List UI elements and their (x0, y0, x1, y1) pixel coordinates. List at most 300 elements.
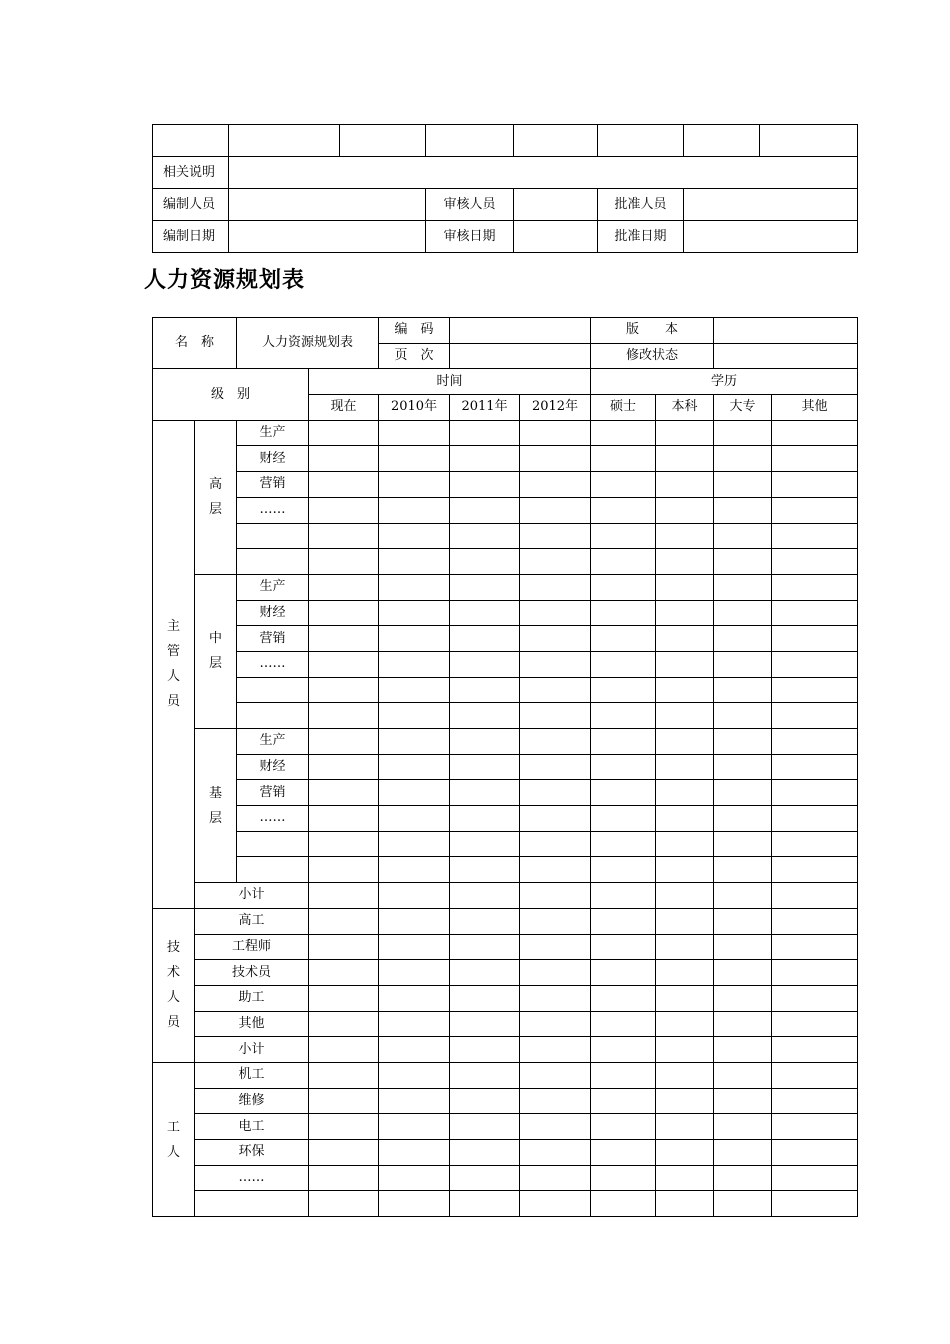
data-cell[interactable] (772, 806, 858, 832)
data-cell[interactable] (591, 934, 656, 960)
approved-by-field[interactable] (684, 189, 858, 221)
data-cell[interactable] (450, 549, 520, 575)
data-cell[interactable] (772, 1165, 858, 1191)
data-cell[interactable] (714, 985, 772, 1011)
revision-field[interactable] (714, 343, 858, 369)
data-cell[interactable] (520, 497, 591, 523)
table-row (153, 960, 858, 986)
data-cell[interactable] (656, 1165, 714, 1191)
data-cell[interactable] (714, 600, 772, 626)
data-cell[interactable] (591, 857, 656, 883)
data-cell[interactable] (450, 1191, 520, 1217)
data-cell[interactable] (520, 472, 591, 498)
data-cell[interactable] (309, 1191, 379, 1217)
data-cell[interactable] (520, 806, 591, 832)
data-cell[interactable] (450, 780, 520, 806)
data-cell[interactable] (450, 1088, 520, 1114)
data-cell[interactable] (450, 985, 520, 1011)
data-cell[interactable] (379, 497, 450, 523)
data-cell[interactable] (520, 883, 591, 909)
data-cell[interactable] (714, 1140, 772, 1166)
data-cell[interactable] (591, 1011, 656, 1037)
data-cell[interactable] (714, 1191, 772, 1217)
data-cell[interactable] (714, 780, 772, 806)
category-label (237, 523, 309, 549)
data-cell[interactable] (714, 806, 772, 832)
data-cell[interactable] (379, 549, 450, 575)
data-cell[interactable] (309, 1011, 379, 1037)
data-cell[interactable] (656, 883, 714, 909)
data-cell[interactable] (772, 497, 858, 523)
data-cell[interactable] (379, 1140, 450, 1166)
data-cell[interactable] (379, 523, 450, 549)
data-cell[interactable] (450, 908, 520, 934)
data-cell[interactable] (379, 1114, 450, 1140)
reviewed-by-field[interactable] (514, 189, 598, 221)
data-cell[interactable] (379, 729, 450, 755)
data-cell[interactable] (379, 703, 450, 729)
data-cell[interactable] (772, 754, 858, 780)
data-cell[interactable] (714, 574, 772, 600)
data-cell[interactable] (379, 1037, 450, 1063)
data-cell[interactable] (450, 1114, 520, 1140)
data-cell[interactable] (520, 934, 591, 960)
table-row (153, 651, 858, 677)
data-cell[interactable] (520, 600, 591, 626)
data-cell[interactable] (772, 651, 858, 677)
data-cell[interactable] (656, 523, 714, 549)
reviewed-date-field[interactable] (514, 221, 598, 253)
data-cell[interactable] (379, 831, 450, 857)
data-cell[interactable] (520, 908, 591, 934)
data-cell[interactable] (309, 549, 379, 575)
data-cell[interactable] (656, 677, 714, 703)
technical-group-label-char: 人 (166, 990, 180, 1006)
level-label-1-char: 层 (209, 656, 223, 672)
data-cell[interactable] (772, 600, 858, 626)
data-cell[interactable] (772, 857, 858, 883)
data-cell[interactable] (772, 729, 858, 755)
data-cell[interactable] (520, 574, 591, 600)
data-cell[interactable] (714, 1114, 772, 1140)
data-cell[interactable] (772, 883, 858, 909)
data-cell[interactable] (379, 626, 450, 652)
data-cell[interactable] (520, 549, 591, 575)
data-cell[interactable] (379, 985, 450, 1011)
data-cell[interactable] (714, 420, 772, 446)
data-cell[interactable] (772, 574, 858, 600)
data-cell[interactable] (450, 1011, 520, 1037)
data-cell[interactable] (450, 806, 520, 832)
worker-item-label: …… (195, 1165, 309, 1191)
data-cell[interactable] (772, 626, 858, 652)
data-cell[interactable] (379, 420, 450, 446)
time-col-1: 2010年 (379, 395, 450, 421)
data-cell[interactable] (379, 960, 450, 986)
data-cell[interactable] (656, 651, 714, 677)
data-cell[interactable] (772, 780, 858, 806)
data-cell[interactable] (309, 908, 379, 934)
data-cell[interactable] (656, 446, 714, 472)
data-cell[interactable] (520, 780, 591, 806)
data-cell[interactable] (591, 1191, 656, 1217)
table-row (153, 574, 858, 600)
data-cell[interactable] (656, 1088, 714, 1114)
data-cell[interactable] (714, 472, 772, 498)
data-cell[interactable] (520, 831, 591, 857)
data-cell[interactable] (520, 523, 591, 549)
data-cell[interactable] (520, 626, 591, 652)
data-cell[interactable] (520, 729, 591, 755)
data-cell[interactable] (591, 549, 656, 575)
data-cell[interactable] (591, 1037, 656, 1063)
data-cell[interactable] (379, 883, 450, 909)
data-cell[interactable] (656, 1191, 714, 1217)
prepared-date-field[interactable] (229, 221, 426, 253)
worker-item-label: 电工 (195, 1114, 309, 1140)
data-cell[interactable] (450, 1165, 520, 1191)
category-label: 生产 (237, 729, 309, 755)
data-cell[interactable] (309, 1088, 379, 1114)
data-cell[interactable] (309, 985, 379, 1011)
data-cell[interactable] (450, 626, 520, 652)
data-cell[interactable] (520, 446, 591, 472)
technical-group-label-char: 员 (166, 1015, 180, 1031)
data-cell[interactable] (591, 960, 656, 986)
data-cell[interactable] (309, 780, 379, 806)
data-cell[interactable] (591, 754, 656, 780)
data-cell[interactable] (591, 651, 656, 677)
table-row (153, 1011, 858, 1037)
data-cell[interactable] (520, 677, 591, 703)
data-cell[interactable] (309, 1165, 379, 1191)
data-cell[interactable] (309, 446, 379, 472)
data-cell[interactable] (591, 729, 656, 755)
data-cell[interactable] (450, 1062, 520, 1088)
data-cell[interactable] (772, 934, 858, 960)
data-cell[interactable] (656, 1140, 714, 1166)
data-cell[interactable] (772, 677, 858, 703)
data-cell[interactable] (656, 831, 714, 857)
data-cell[interactable] (656, 549, 714, 575)
table-row (153, 420, 858, 446)
data-cell[interactable] (309, 600, 379, 626)
page-title: 人力资源规划表 (144, 268, 306, 293)
data-cell[interactable] (714, 1062, 772, 1088)
data-cell[interactable] (450, 420, 520, 446)
data-cell[interactable] (714, 754, 772, 780)
data-cell[interactable] (520, 420, 591, 446)
data-cell[interactable] (309, 806, 379, 832)
version-label: 版 本 (591, 318, 714, 344)
data-cell[interactable] (772, 908, 858, 934)
data-cell[interactable] (591, 626, 656, 652)
data-cell[interactable] (714, 883, 772, 909)
data-cell[interactable] (772, 420, 858, 446)
reviewed-date-label: 审核日期 (426, 221, 514, 253)
data-cell[interactable] (520, 1191, 591, 1217)
data-cell[interactable] (656, 806, 714, 832)
data-cell[interactable] (450, 934, 520, 960)
data-cell[interactable] (714, 1037, 772, 1063)
data-cell[interactable] (379, 934, 450, 960)
data-cell[interactable] (309, 1114, 379, 1140)
data-cell[interactable] (450, 831, 520, 857)
data-cell[interactable] (450, 857, 520, 883)
worker-item-label: 维修 (195, 1088, 309, 1114)
table-row (153, 1037, 858, 1063)
data-cell[interactable] (656, 472, 714, 498)
data-cell[interactable] (379, 754, 450, 780)
data-cell[interactable] (714, 703, 772, 729)
data-cell[interactable] (656, 626, 714, 652)
data-cell[interactable] (714, 1011, 772, 1037)
data-cell[interactable] (379, 857, 450, 883)
data-cell[interactable] (520, 1088, 591, 1114)
data-cell[interactable] (309, 960, 379, 986)
code-field[interactable] (450, 318, 591, 344)
data-cell[interactable] (714, 1165, 772, 1191)
data-cell[interactable] (379, 1191, 450, 1217)
data-cell[interactable] (520, 1062, 591, 1088)
data-cell[interactable] (309, 754, 379, 780)
category-label (237, 857, 309, 883)
data-cell[interactable] (714, 934, 772, 960)
personnel-row (153, 189, 858, 221)
data-cell[interactable] (450, 1037, 520, 1063)
data-cell[interactable] (656, 780, 714, 806)
table-row (153, 703, 858, 729)
data-cell[interactable] (714, 831, 772, 857)
data-cell[interactable] (772, 703, 858, 729)
data-cell[interactable] (591, 1062, 656, 1088)
data-cell[interactable] (450, 497, 520, 523)
data-cell[interactable] (591, 780, 656, 806)
data-cell[interactable] (379, 908, 450, 934)
data-cell[interactable] (714, 960, 772, 986)
table-row (153, 831, 858, 857)
data-cell[interactable] (450, 574, 520, 600)
data-cell[interactable] (591, 1165, 656, 1191)
data-cell[interactable] (591, 1114, 656, 1140)
data-cell[interactable] (309, 883, 379, 909)
data-cell[interactable] (450, 600, 520, 626)
data-cell[interactable] (591, 446, 656, 472)
data-cell[interactable] (520, 960, 591, 986)
data-cell[interactable] (379, 574, 450, 600)
data-cell[interactable] (450, 523, 520, 549)
data-cell[interactable] (520, 1140, 591, 1166)
data-cell[interactable] (591, 1140, 656, 1166)
data-cell[interactable] (591, 523, 656, 549)
data-cell[interactable] (591, 574, 656, 600)
data-cell[interactable] (520, 703, 591, 729)
data-cell[interactable] (591, 600, 656, 626)
data-cell[interactable] (520, 1114, 591, 1140)
data-cell[interactable] (379, 1165, 450, 1191)
data-cell[interactable] (772, 1191, 858, 1217)
data-cell[interactable] (591, 703, 656, 729)
data-cell[interactable] (714, 651, 772, 677)
code-label: 编 码 (379, 318, 450, 344)
technical-item-label: 小计 (195, 1037, 309, 1063)
data-cell[interactable] (379, 1011, 450, 1037)
data-cell[interactable] (379, 780, 450, 806)
data-cell[interactable] (591, 883, 656, 909)
approved-date-field[interactable] (684, 221, 858, 253)
data-cell[interactable] (772, 985, 858, 1011)
data-cell[interactable] (520, 1037, 591, 1063)
data-cell[interactable] (714, 729, 772, 755)
data-cell[interactable] (772, 1011, 858, 1037)
data-cell[interactable] (714, 497, 772, 523)
data-cell[interactable] (450, 754, 520, 780)
data-cell[interactable] (591, 1088, 656, 1114)
prepared-by-field[interactable] (229, 189, 426, 221)
table-row (153, 780, 858, 806)
data-cell[interactable] (714, 523, 772, 549)
data-cell[interactable] (656, 934, 714, 960)
data-cell[interactable] (591, 908, 656, 934)
data-cell[interactable] (450, 677, 520, 703)
data-cell[interactable] (309, 677, 379, 703)
data-cell[interactable] (656, 574, 714, 600)
data-cell[interactable] (772, 1088, 858, 1114)
data-cell[interactable] (656, 729, 714, 755)
data-cell[interactable] (309, 472, 379, 498)
data-cell[interactable] (309, 857, 379, 883)
data-cell[interactable] (714, 626, 772, 652)
workers-group-label-char: 人 (166, 1144, 180, 1160)
data-cell[interactable] (772, 1140, 858, 1166)
data-cell[interactable] (379, 1062, 450, 1088)
data-cell[interactable] (772, 446, 858, 472)
data-cell[interactable] (520, 857, 591, 883)
data-cell[interactable] (772, 831, 858, 857)
data-cell[interactable] (379, 806, 450, 832)
data-cell[interactable] (772, 472, 858, 498)
data-cell[interactable] (450, 1140, 520, 1166)
data-cell[interactable] (656, 1114, 714, 1140)
data-cell[interactable] (714, 677, 772, 703)
data-cell[interactable] (656, 754, 714, 780)
data-cell[interactable] (309, 934, 379, 960)
data-cell[interactable] (379, 600, 450, 626)
data-cell[interactable] (309, 420, 379, 446)
data-cell[interactable] (309, 1062, 379, 1088)
data-cell[interactable] (656, 420, 714, 446)
workers-group-label-char: 工 (166, 1119, 180, 1135)
data-cell[interactable] (450, 472, 520, 498)
version-field[interactable] (714, 318, 858, 344)
data-cell[interactable] (772, 1114, 858, 1140)
data-cell[interactable] (520, 754, 591, 780)
time-label: 时间 (309, 369, 591, 395)
data-cell[interactable] (309, 1037, 379, 1063)
data-cell[interactable] (772, 523, 858, 549)
data-cell[interactable] (591, 497, 656, 523)
data-cell[interactable] (656, 600, 714, 626)
data-cell[interactable] (591, 472, 656, 498)
technical-group-label (153, 908, 195, 1062)
data-cell[interactable] (520, 1011, 591, 1037)
data-cell[interactable] (309, 497, 379, 523)
data-cell[interactable] (309, 651, 379, 677)
data-cell[interactable] (656, 1011, 714, 1037)
technical-item-label: 高工 (195, 908, 309, 934)
data-cell[interactable] (714, 549, 772, 575)
data-cell[interactable] (520, 1165, 591, 1191)
data-cell[interactable] (520, 985, 591, 1011)
data-cell[interactable] (772, 1037, 858, 1063)
table-row (153, 806, 858, 832)
table-row (153, 1165, 858, 1191)
category-label (237, 549, 309, 575)
approval-form-table (152, 124, 858, 253)
data-cell[interactable] (450, 960, 520, 986)
data-cell[interactable] (450, 883, 520, 909)
data-cell[interactable] (772, 960, 858, 986)
data-cell[interactable] (309, 703, 379, 729)
data-cell[interactable] (591, 677, 656, 703)
data-cell[interactable] (309, 626, 379, 652)
data-cell[interactable] (656, 1062, 714, 1088)
data-cell[interactable] (591, 806, 656, 832)
data-cell[interactable] (450, 446, 520, 472)
data-cell[interactable] (772, 1062, 858, 1088)
data-cell[interactable] (309, 831, 379, 857)
page-field[interactable] (450, 343, 591, 369)
data-cell[interactable] (309, 574, 379, 600)
data-cell[interactable] (450, 703, 520, 729)
data-cell[interactable] (656, 857, 714, 883)
data-cell[interactable] (379, 472, 450, 498)
data-cell[interactable] (714, 446, 772, 472)
data-cell[interactable] (656, 497, 714, 523)
data-cell[interactable] (656, 908, 714, 934)
managers-group-label-char: 管 (166, 644, 180, 660)
data-cell[interactable] (379, 651, 450, 677)
data-cell[interactable] (591, 985, 656, 1011)
data-cell[interactable] (714, 857, 772, 883)
data-cell[interactable] (656, 985, 714, 1011)
category-label: 营销 (237, 472, 309, 498)
data-cell[interactable] (772, 549, 858, 575)
data-cell[interactable] (656, 703, 714, 729)
related-notes-label: 相关说明 (153, 157, 229, 189)
related-notes-field[interactable] (229, 157, 858, 189)
data-cell[interactable] (591, 420, 656, 446)
data-cell[interactable] (520, 651, 591, 677)
data-cell[interactable] (379, 677, 450, 703)
data-cell[interactable] (714, 1088, 772, 1114)
data-cell[interactable] (309, 1140, 379, 1166)
data-cell[interactable] (714, 908, 772, 934)
prepared-by-label: 编制人员 (153, 189, 229, 221)
data-cell[interactable] (591, 831, 656, 857)
data-cell[interactable] (656, 1037, 714, 1063)
data-cell[interactable] (379, 446, 450, 472)
data-cell[interactable] (450, 651, 520, 677)
managers-group-label-char: 员 (166, 694, 180, 710)
table-row (153, 626, 858, 652)
data-cell[interactable] (379, 1088, 450, 1114)
data-cell[interactable] (309, 729, 379, 755)
data-cell[interactable] (656, 960, 714, 986)
technical-group-label-char: 术 (166, 965, 180, 981)
data-cell[interactable] (450, 729, 520, 755)
data-cell[interactable] (309, 523, 379, 549)
